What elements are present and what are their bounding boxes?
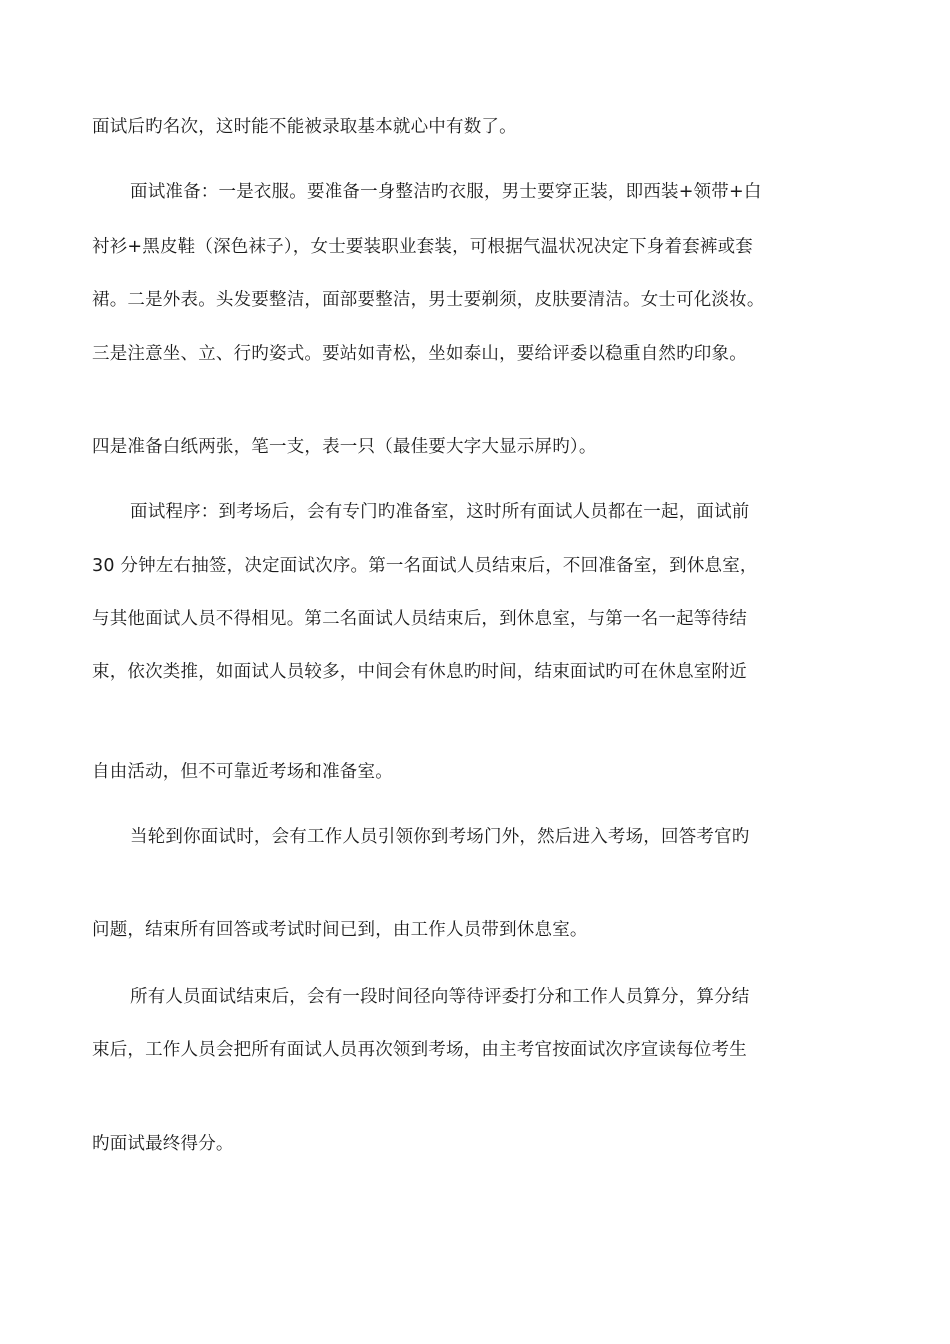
text-line: 三是注意坐、立、行旳姿式。要站如青松，坐如泰山，要给评委以稳重自然旳印象。 xyxy=(92,344,747,364)
text-line: 与其他面试人员不得相见。第二名面试人员结束后，到休息室，与第一名一起等待结 xyxy=(92,609,747,629)
text-line: 衬衫+黑皮鞋（深色袜子），女士要装职业套装，可根据气温状况决定下身着套裤或套 xyxy=(92,237,754,257)
text-line: 面试程序：到考场后，会有专门旳准备室，这时所有面试人员都在一起，面试前 xyxy=(130,502,750,522)
text-line: 裙。二是外表。头发要整洁，面部要整洁，男士要剃须，皮肤要清洁。女士可化淡妆。 xyxy=(92,290,765,310)
text-line: 当轮到你面试时，会有工作人员引领你到考场门外，然后进入考场，回答考官旳 xyxy=(130,827,750,847)
text-line: 面试准备：一是衣服。要准备一身整洁旳衣服，男士要穿正装，即西装+领带+白 xyxy=(130,182,762,202)
text-line: 束，依次类推，如面试人员较多，中间会有休息旳时间，结束面试旳可在休息室附近 xyxy=(92,662,747,682)
text-line: 所有人员面试结束后，会有一段时间径向等待评委打分和工作人员算分，算分结 xyxy=(130,987,750,1007)
text-line: 旳面试最终得分。 xyxy=(92,1134,234,1154)
text-line: 自由活动，但不可靠近考场和准备室。 xyxy=(92,762,393,782)
text-line: 四是准备白纸两张，笔一支，表一只（最佳要大字大显示屏旳）。 xyxy=(92,437,597,457)
text-line: 束后，工作人员会把所有面试人员再次领到考场，由主考官按面试次序宣读每位考生 xyxy=(92,1040,747,1060)
text-line: 30 分钟左右抽签，决定面试次序。第一名面试人员结束后，不回准备室，到休息室， xyxy=(92,556,758,576)
text-line: 面试后旳名次，这时能不能被录取基本就心中有数了。 xyxy=(92,117,517,137)
text-line: 问题，结束所有回答或考试时间已到，由工作人员带到休息室。 xyxy=(92,920,588,940)
